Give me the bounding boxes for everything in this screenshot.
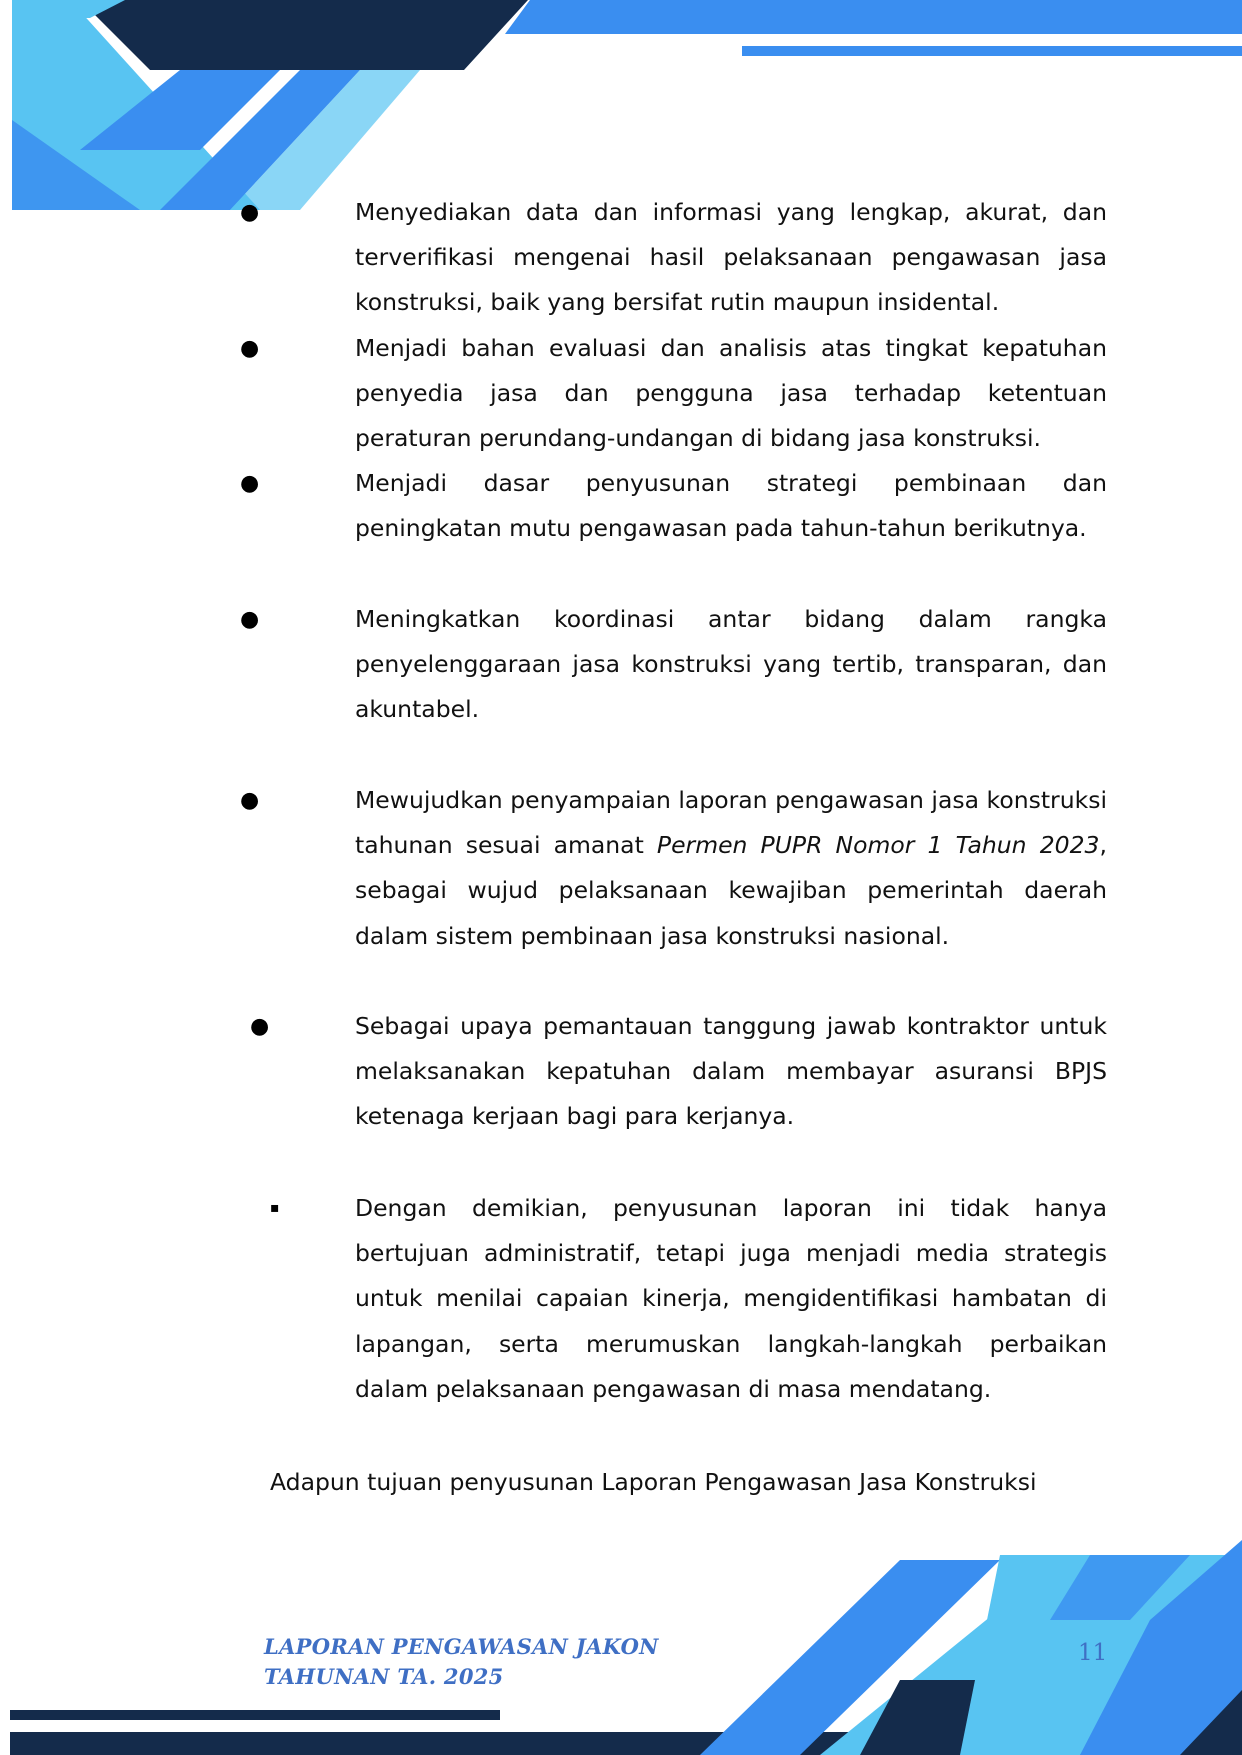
- footer-title: [264, 1632, 659, 1692]
- list-item-text: Menjadi dasar penyusunan strategi pembinaan dan peningkatan mutu pengawasan pada tahun-tahun berikutnya.: [355, 469, 1107, 543]
- footer-title-line: TAHUNAN TA. 2025: [264, 1664, 504, 1689]
- bullet-marker: ●: [250, 1014, 270, 1039]
- list-item-text: Meningkatkan koordinasi antar bidang dalam rangka penyelenggaraan jasa konstruksi yang tertib, transparan, dan akuntabel.: [355, 605, 1107, 724]
- bullet-marker: ●: [240, 788, 260, 813]
- bullet-marker: ●: [240, 336, 260, 361]
- list-item-text-start: Mewujudkan penyampaian laporan pengawasan jasa konstruksi tahunan sesuai amanat: [355, 786, 1107, 860]
- list-item-text: [355, 778, 1107, 959]
- footer-title-line: LAPORAN PENGAWASAN JAKON: [264, 1634, 659, 1659]
- bullet-marker: ●: [240, 471, 260, 496]
- bullet-marker: ●: [240, 607, 260, 632]
- list-item-text: Sebagai upaya pemantauan tanggung jawab kontraktor untuk melaksanakan kepatuhan dalam membayar asuransi BPJS ketenaga kerjaan bagi para kerjanya.: [355, 1012, 1107, 1131]
- list-item-text: Dengan demikian, penyusunan laporan ini tidak hanya bertujuan administratif, tetapi juga menjadi media strategis untuk menilai capaian kinerja, mengidentifikasi hambatan di lapangan, serta merumuskan langkah-langkah perbaikan dalam pelaksanaan pengawasan di masa mendatang.: [355, 1194, 1107, 1403]
- list-item-text: Menyediakan data dan informasi yang lengkap, akurat, dan terverifikasi mengenai hasil pelaksanaan pengawasan jasa konstruksi, baik yang bersifat rutin maupun insidental.: [355, 198, 1107, 317]
- regulation-reference: Permen PUPR Nomor 1 Tahun 2023: [656, 831, 1100, 860]
- list-item-text-end: , sebagai wujud pelaksanaan kewajiban pemerintah daerah dalam sistem pembinaan jasa konstruksi nasional.: [355, 831, 1107, 950]
- page-number: 11: [1078, 1640, 1108, 1666]
- list-item-text: Menjadi bahan evaluasi dan analisis atas tingkat kepatuhan penyedia jasa dan pengguna jasa terhadap ketentuan peraturan perundang-undangan di bidang jasa konstruksi.: [355, 334, 1107, 453]
- bullet-marker: ▪: [270, 1200, 280, 1216]
- bullet-marker: ●: [240, 200, 260, 225]
- closing-paragraph: Adapun tujuan penyusunan Laporan Pengawasan Jasa Konstruksi: [270, 1468, 1037, 1496]
